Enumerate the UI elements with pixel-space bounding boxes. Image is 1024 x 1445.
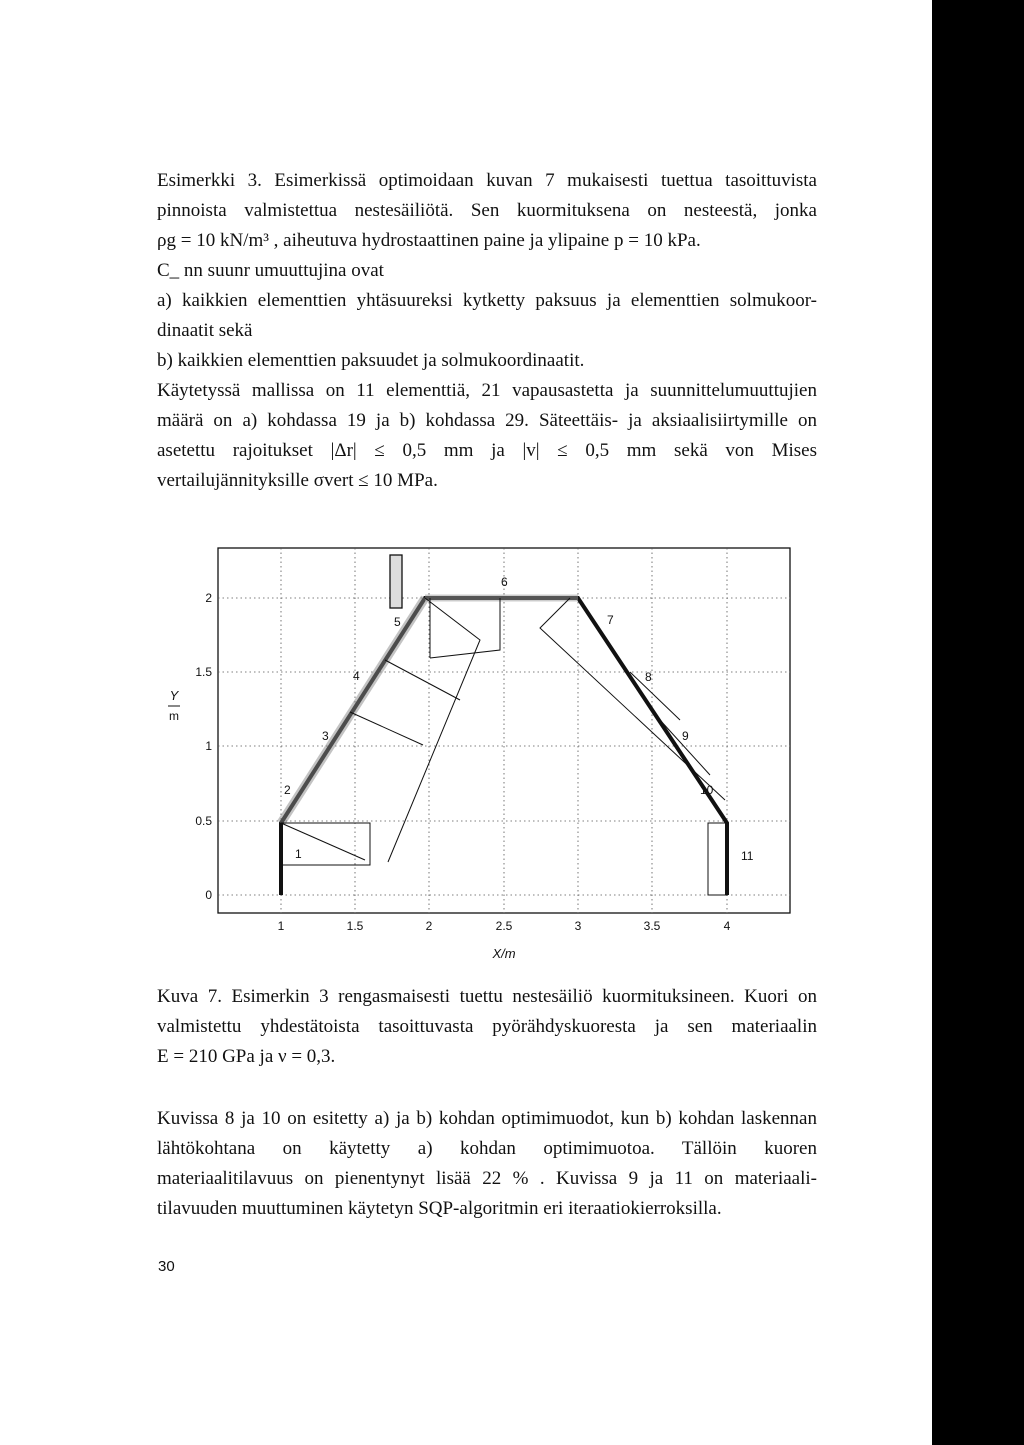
- shell-diagram: [160, 540, 800, 970]
- text-line: ρg = 10 kN/m³ , aiheutuva hydrostaattinen paine ja ylipaine p = 10 kPa.: [157, 230, 701, 251]
- text-line: vertailujännityksille σvert ≤ 10 MPa.: [157, 470, 438, 491]
- y-tick-label: 1: [205, 739, 212, 753]
- element-label: 7: [607, 613, 614, 627]
- element-label: 2: [284, 783, 291, 797]
- y-axis-label: m: [169, 709, 179, 723]
- x-tick-label: 4: [723, 919, 731, 933]
- text-line: valmistettu yhdestätoista tasoittuvasta pyörähdyskuoresta ja sen materiaalin: [157, 1016, 817, 1037]
- element-label: 11: [741, 849, 754, 863]
- paragraph-1: [157, 166, 817, 496]
- paragraph-2: [157, 1104, 817, 1224]
- element-label: 3: [322, 729, 329, 743]
- y-tick-label: 0: [205, 888, 212, 902]
- element-label: 8: [645, 670, 652, 684]
- y-tick-labels: [195, 591, 212, 902]
- text-line: lähtökohtana on käytetty a) kohdan optimimuotoa. Tällöin kuoren: [157, 1138, 817, 1159]
- text-line: dinaatit sekä: [157, 320, 253, 341]
- x-axis-label: X/m: [492, 946, 516, 961]
- y-tick-label: 2: [205, 591, 212, 605]
- y-axis-label: Y: [169, 688, 179, 703]
- element-label: 5: [394, 615, 401, 629]
- x-tick-label: 2.5: [495, 919, 513, 933]
- x-tick-labels: [278, 919, 731, 933]
- y-tick-label: 1.5: [195, 665, 212, 679]
- text-line: a) kaikkien elementtien yhtäsuureksi kytketty paksuus ja elementtien solmukoor-: [157, 290, 817, 311]
- grid: [218, 548, 790, 913]
- scan-edge-line: [930, 0, 932, 1445]
- text-line: Esimerkki 3. Esimerkissä optimoidaan kuvan 7 mukaisesti tuettua tasoittuvista: [157, 170, 817, 191]
- figure-caption: [157, 982, 817, 1072]
- text-line: Kuva 7. Esimerkin 3 rengasmaisesti tuettu nestesäiliö kuormituksineen. Kuori on: [157, 986, 817, 1007]
- text-line: C_ nn suunr umuuttujina ovat: [157, 260, 384, 281]
- text-line: asetettu rajoitukset |Δr| ≤ 0,5 mm ja |v| ≤ 0,5 mm sekä von Mises: [157, 440, 817, 461]
- x-tick-label: 3: [574, 919, 582, 933]
- text-line: pinnoista valmistettua nestesäiliötä. Sen kuormituksena on nesteestä, jonka: [157, 200, 817, 221]
- x-tick-label: 1.5: [346, 919, 364, 933]
- x-tick-label: 3.5: [643, 919, 661, 933]
- x-tick-label: 1: [277, 919, 285, 933]
- element-label: 1: [295, 847, 302, 861]
- text-line: määrä on a) kohdassa 19 ja b) kohdassa 29. Säteettäis- ja aksiaalisiirtymille on: [157, 410, 817, 431]
- text-line: b) kaikkien elementtien paksuudet ja solmukoordinaatit.: [157, 350, 585, 371]
- element-label: 6: [501, 575, 508, 589]
- text-line: Käytetyssä mallissa on 11 elementtiä, 21 vapausastetta ja suunnittelumuuttujien: [157, 380, 817, 401]
- x-tick-label: 2: [425, 919, 433, 933]
- text-line: materiaalitilavuus on pienentynyt lisää 22 % . Kuvissa 9 ja 11 on materiaali-: [157, 1168, 817, 1189]
- text-line: tilavuuden muuttuminen käytetyn SQP-algoritmin eri iteraatiokierroksilla.: [157, 1198, 722, 1219]
- y-tick-label: 0.5: [195, 814, 212, 828]
- element-labels: [284, 575, 754, 863]
- element-label: 10: [700, 783, 714, 797]
- figure-7: [160, 540, 800, 970]
- text-line: Kuvissa 8 ja 10 on esitetty a) ja b) kohdan optimimuodot, kun b) kohdan laskennan: [157, 1108, 817, 1129]
- text-line: E = 210 GPa ja ν = 0,3.: [157, 1046, 336, 1067]
- element-label: 4: [353, 669, 360, 683]
- element-label: 9: [682, 729, 689, 743]
- page-number: 30: [158, 1258, 175, 1275]
